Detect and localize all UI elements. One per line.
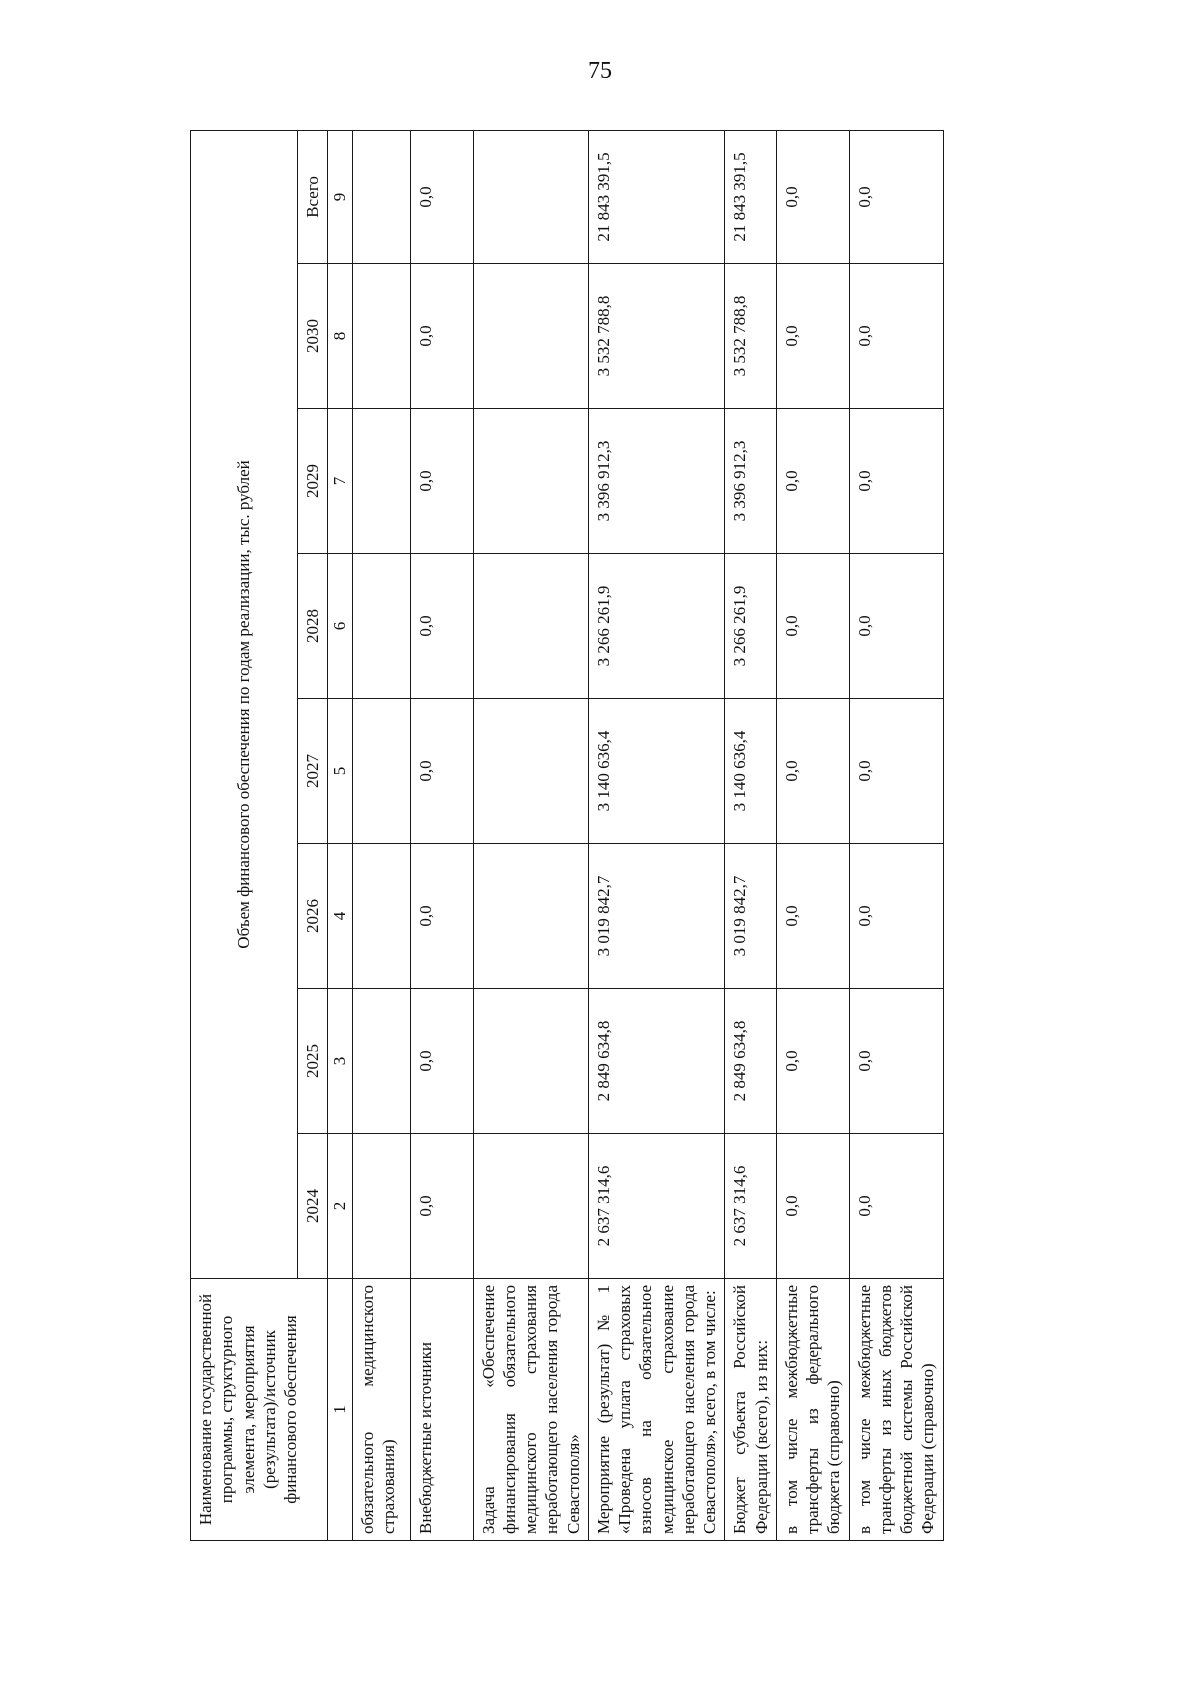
value-cell: 0,0 bbox=[410, 844, 473, 989]
value-cell: 2 849 634,8 bbox=[588, 989, 725, 1134]
index-cell: 2 bbox=[328, 1134, 352, 1279]
header-year: 2030 bbox=[298, 264, 328, 409]
total-cell: 21 843 391,5 bbox=[588, 130, 725, 263]
value-cell: 3 396 912,3 bbox=[725, 409, 777, 554]
value-cell: 0,0 bbox=[849, 844, 943, 989]
value-cell: 3 266 261,9 bbox=[725, 554, 777, 699]
total-cell bbox=[473, 130, 588, 263]
header-volume-group: Объем финансового обеспечения по годам реализации, тыс. рублей bbox=[191, 130, 298, 1278]
total-cell: 0,0 bbox=[410, 130, 473, 263]
value-cell: 3 140 636,4 bbox=[588, 699, 725, 844]
value-cell: 0,0 bbox=[849, 699, 943, 844]
value-cell: 0,0 bbox=[776, 844, 849, 989]
total-cell bbox=[352, 130, 410, 263]
value-cell: 2 849 634,8 bbox=[725, 989, 777, 1134]
index-cell: 1 bbox=[328, 1279, 352, 1541]
header-year: 2028 bbox=[298, 554, 328, 699]
row-name: Внебюджетные источники bbox=[410, 1279, 473, 1541]
value-cell bbox=[352, 844, 410, 989]
table-row bbox=[776, 130, 849, 1540]
header-row-1 bbox=[191, 130, 298, 1540]
value-cell: 0,0 bbox=[849, 264, 943, 409]
value-cell: 3 532 788,8 bbox=[588, 264, 725, 409]
header-year: 2025 bbox=[298, 989, 328, 1134]
value-cell bbox=[352, 699, 410, 844]
value-cell: 3 019 842,7 bbox=[725, 844, 777, 989]
value-cell: 0,0 bbox=[410, 699, 473, 844]
page-number: 75 bbox=[588, 58, 612, 84]
value-cell bbox=[352, 989, 410, 1134]
value-cell bbox=[473, 409, 588, 554]
value-cell: 3 140 636,4 bbox=[725, 699, 777, 844]
header-year: 2027 bbox=[298, 699, 328, 844]
value-cell: 0,0 bbox=[776, 264, 849, 409]
table-row bbox=[410, 130, 473, 1540]
value-cell bbox=[352, 1134, 410, 1279]
value-cell: 3 396 912,3 bbox=[588, 409, 725, 554]
header-year: 2024 bbox=[298, 1134, 328, 1279]
value-cell bbox=[473, 699, 588, 844]
value-cell bbox=[473, 554, 588, 699]
header-year: 2029 bbox=[298, 409, 328, 554]
table-row bbox=[473, 130, 588, 1540]
total-cell: 0,0 bbox=[776, 130, 849, 263]
value-cell: 3 266 261,9 bbox=[588, 554, 725, 699]
value-cell: 0,0 bbox=[776, 409, 849, 554]
row-name: в том числе межбюджетные трансферты из иных бюджетов бюджетной системы Российской Федерации (справочно) bbox=[849, 1279, 943, 1541]
value-cell bbox=[473, 1134, 588, 1279]
value-cell bbox=[473, 264, 588, 409]
value-cell: 0,0 bbox=[776, 554, 849, 699]
index-cell: 4 bbox=[328, 844, 352, 989]
row-name: Мероприятие (результат) № 1 «Проведена уплата страховых взносов на обязательное медицинское страхование неработающего населения города Севастополя», всего, в том числе: bbox=[588, 1279, 725, 1541]
table-row bbox=[849, 130, 943, 1540]
value-cell: 2 637 314,6 bbox=[588, 1134, 725, 1279]
table-row bbox=[725, 130, 777, 1540]
value-cell: 3 532 788,8 bbox=[725, 264, 777, 409]
value-cell: 3 019 842,7 bbox=[588, 844, 725, 989]
value-cell: 0,0 bbox=[849, 409, 943, 554]
total-cell: 21 843 391,5 bbox=[725, 130, 777, 263]
index-cell: 6 bbox=[328, 554, 352, 699]
value-cell bbox=[473, 989, 588, 1134]
index-row bbox=[328, 130, 352, 1540]
rotated-table-container bbox=[190, 131, 1040, 1541]
header-year: 2026 bbox=[298, 844, 328, 989]
value-cell: 0,0 bbox=[776, 1134, 849, 1279]
value-cell: 0,0 bbox=[849, 1134, 943, 1279]
value-cell: 0,0 bbox=[410, 554, 473, 699]
total-cell: 0,0 bbox=[849, 130, 943, 263]
value-cell bbox=[352, 409, 410, 554]
value-cell: 0,0 bbox=[849, 989, 943, 1134]
value-cell: 0,0 bbox=[410, 264, 473, 409]
index-cell: 7 bbox=[328, 409, 352, 554]
row-name: в том числе межбюджетные трансферты из федерального бюджета (справочно) bbox=[776, 1279, 849, 1541]
value-cell: 0,0 bbox=[410, 989, 473, 1134]
value-cell: 0,0 bbox=[410, 1134, 473, 1279]
value-cell: 0,0 bbox=[410, 409, 473, 554]
header-name-column: Наименование государственной программы, структурного элемента, мероприятия (результата)/источник финансового обеспечения bbox=[191, 1279, 328, 1541]
value-cell: 0,0 bbox=[776, 699, 849, 844]
index-cell: 9 bbox=[328, 130, 352, 263]
row-name: Бюджет субъекта Российской Федерации (всего), из них: bbox=[725, 1279, 777, 1541]
header-total: Всего bbox=[298, 130, 328, 263]
value-cell: 2 637 314,6 bbox=[725, 1134, 777, 1279]
value-cell bbox=[352, 554, 410, 699]
row-name: Задача «Обеспечение финансирования обязательного медицинского страхования неработающего населения города Севастополя» bbox=[473, 1279, 588, 1541]
value-cell: 0,0 bbox=[776, 989, 849, 1134]
financing-table bbox=[190, 130, 944, 1541]
index-cell: 8 bbox=[328, 264, 352, 409]
row-name: обязательного медицинского страхования) bbox=[352, 1279, 410, 1541]
value-cell bbox=[473, 844, 588, 989]
value-cell: 0,0 bbox=[849, 554, 943, 699]
table-row bbox=[352, 130, 410, 1540]
index-cell: 3 bbox=[328, 989, 352, 1134]
value-cell bbox=[352, 264, 410, 409]
table-row bbox=[588, 130, 725, 1540]
index-cell: 5 bbox=[328, 699, 352, 844]
